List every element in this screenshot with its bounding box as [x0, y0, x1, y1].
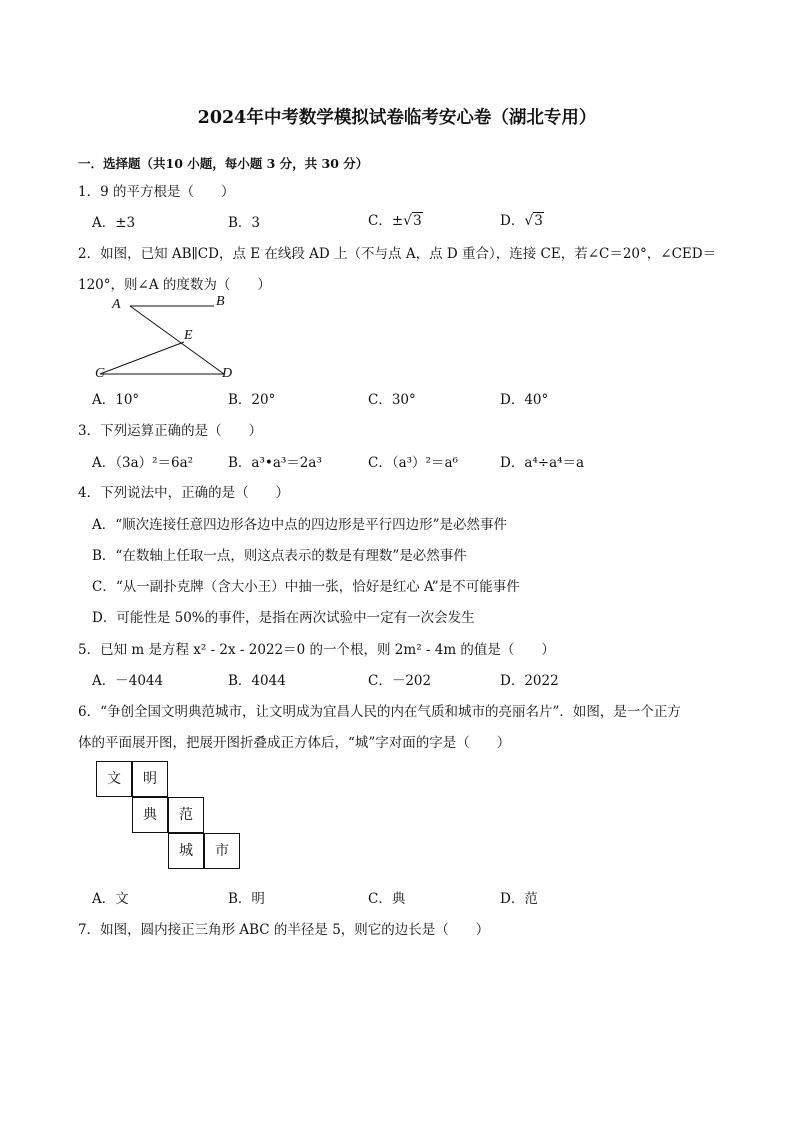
q6-option-b: B．明	[228, 891, 265, 907]
q1-option-c-radicand: 3	[413, 213, 422, 229]
sqrt-symbol: √	[403, 213, 413, 229]
question-2-line2: 120°，则∠A 的度数为（ ）	[78, 277, 271, 293]
point-label-a: A	[112, 297, 121, 312]
q4-option-b: B．“在数轴上任取一点，则这点表示的数是有理数”是必然事件	[92, 548, 467, 564]
question-6-line2: 体的平面展开图，把展开图折叠成正方体后，“城”字对面的字是（ ）	[78, 735, 511, 751]
question-2-line1: 2．如图，已知 AB∥CD，点 E 在线段 AD 上（不与点 A，点 D 重合），连接 CE，若∠C＝20°，∠CED＝	[78, 246, 717, 262]
net-cell-ming: 明	[132, 761, 168, 797]
q1-option-b: B．3	[228, 215, 261, 231]
q6-option-a: A．文	[92, 891, 129, 907]
q4-option-a: A．“顺次连接任意四边形各边中点的四边形是平行四边形”是必然事件	[92, 517, 508, 533]
q1-option-d-prefix: D．	[500, 213, 525, 229]
q4-option-c: C．“从一副扑克牌（含大小王）中抽一张，恰好是红心 A”是不可能事件	[92, 579, 520, 595]
q2-option-c: C．30°	[368, 392, 416, 408]
q1-option-c-prefix: C．±	[368, 213, 404, 229]
q1-option-c	[368, 209, 423, 229]
q3-option-b: B．a³•a³＝2a³	[228, 455, 322, 471]
question-5-stem: 5．已知 m 是方程 x² - 2x - 2022＝0 的一个根，则 2m² - 4m 的值是（ ）	[78, 642, 555, 658]
q1-option-d-radicand: 3	[534, 213, 543, 229]
question-1-stem: 1．9 的平方根是（ ）	[78, 184, 235, 200]
q5-option-b: B．4044	[228, 673, 286, 689]
point-label-d: D	[222, 366, 233, 381]
point-label-c: C	[95, 366, 105, 381]
q4-option-d: D．可能性是 50%的事件，是指在两次试验中一定有一次会发生	[92, 610, 475, 626]
section-heading: 一．选择题（共10 小题，每小题 3 分，共 30 分）	[78, 156, 369, 171]
q1-option-a: A．±3	[92, 215, 136, 231]
sqrt-symbol: √	[524, 213, 534, 229]
q6-option-c: C．典	[368, 891, 406, 907]
q3-option-d: D．a⁴÷a⁴＝a	[500, 455, 585, 471]
q2-option-a: A．10°	[92, 392, 140, 408]
q3-option-a: A．（3a）²＝6a²	[92, 455, 194, 471]
q5-option-d: D．2022	[500, 673, 559, 689]
segment-ce	[100, 342, 184, 374]
net-cell-fan: 范	[168, 797, 204, 833]
question-3-stem: 3．下列运算正确的是（ ）	[78, 423, 263, 439]
page-title: 2024年中考数学模拟试卷临考安心卷（湖北专用）	[197, 108, 597, 128]
question-6-line1: 6．“争创全国文明典范城市，让文明成为宜昌人民的内在气质和城市的亮丽名片”．如图，是一个正方	[78, 704, 681, 720]
q6-option-d: D．范	[500, 891, 538, 907]
net-cell-shi: 市	[204, 833, 240, 869]
q2-option-b: B．20°	[228, 392, 276, 408]
net-cell-cheng: 城	[168, 833, 204, 869]
net-cell-wen: 文	[96, 761, 132, 797]
q2-option-d: D．40°	[500, 392, 549, 408]
q1-option-d	[500, 209, 544, 229]
q5-option-c: C．－202	[368, 673, 432, 689]
q3-option-c: C．（a³）²＝a⁶	[368, 455, 458, 471]
net-cell-dian: 典	[132, 797, 168, 833]
question-7-stem: 7．如图，圆内接正三角形 ABC 的半径是 5，则它的边长是（ ）	[78, 922, 490, 938]
segment-ad	[130, 306, 224, 374]
point-label-b: B	[216, 294, 225, 309]
question-4-stem: 4．下列说法中，正确的是（ ）	[78, 485, 290, 501]
q5-option-a: A．－4044	[92, 673, 164, 689]
point-label-e: E	[184, 328, 193, 343]
